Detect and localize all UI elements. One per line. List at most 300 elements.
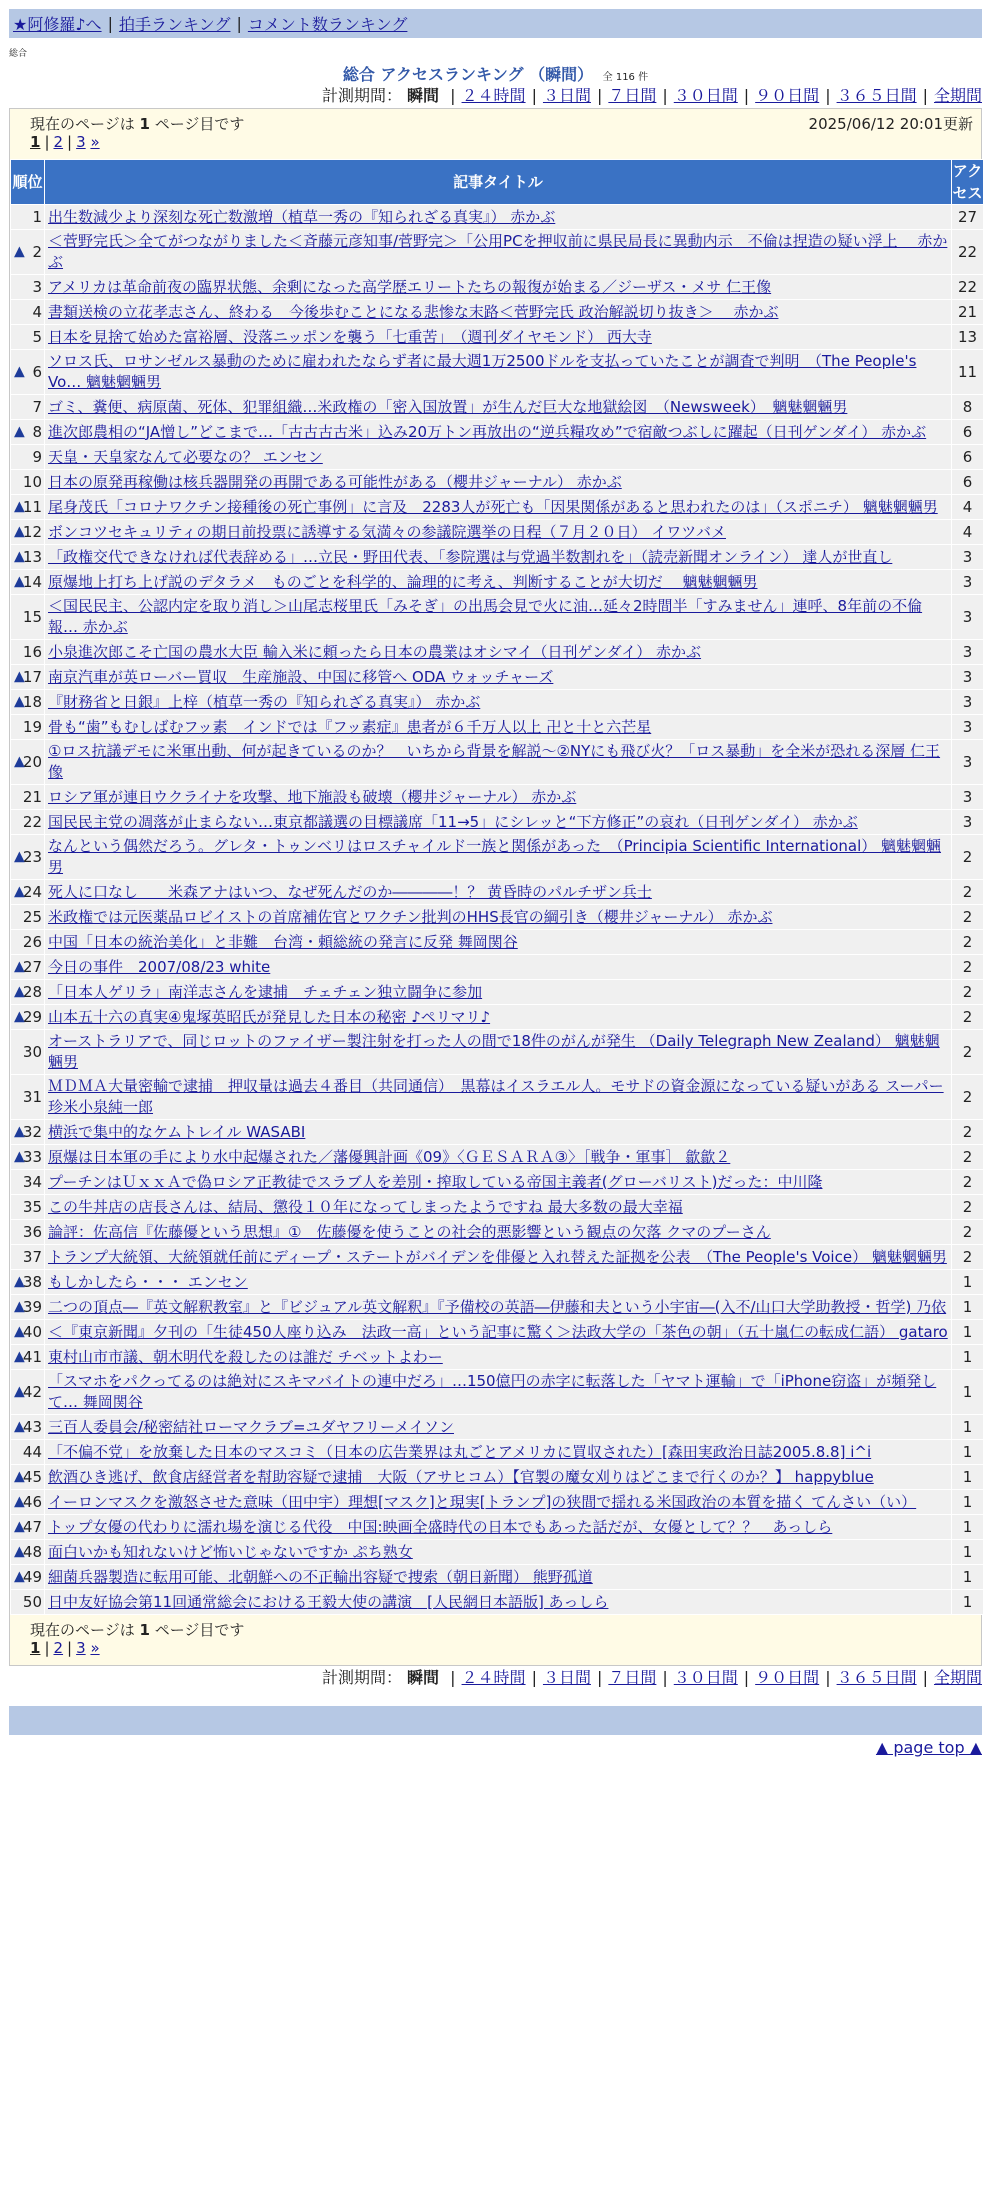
- article-title-link[interactable]: ロシア軍が連日ウクライナを攻撃、地下施設も破壊（櫻井ジャーナル） 赤かぶ: [48, 787, 577, 806]
- rank-number: 12: [22, 522, 42, 541]
- title-cell: [45, 205, 952, 230]
- table-row: [11, 1295, 984, 1320]
- rank-cell: [11, 1345, 45, 1370]
- pager-page-link[interactable]: 3: [76, 1639, 86, 1657]
- title-cell: [45, 1120, 952, 1145]
- access-count: 2: [952, 1220, 984, 1245]
- rank-up-icon: ▲: [14, 423, 25, 440]
- article-title-link[interactable]: 尾身茂氏「コロナワクチン接種後の死亡事例」に言及 2283人が死亡も「因果関係があると思われたのは」（スポニチ） 魑魅魍魎男: [48, 497, 938, 516]
- rank-up-icon: ▲: [14, 573, 25, 590]
- article-title-link[interactable]: 東村山市市議、朝木明代を殺したのは誰だ チベットよわー: [48, 1347, 443, 1366]
- title-cell: [45, 350, 952, 395]
- article-title-link[interactable]: 中国「日本の統治美化」と非難 台湾・頼総統の発言に反発 舞岡関谷: [48, 932, 518, 951]
- rank-number: 27: [22, 957, 42, 976]
- article-title-link[interactable]: 「スマホをパクってるのは絶対にスキマバイトの連中だろ」…150億円の赤字に転落した「ヤマト運輸」で「iPhone窃盗」が頻発して… 舞岡関谷: [48, 1372, 937, 1411]
- table-row: [11, 1440, 984, 1465]
- table-row: [11, 1245, 984, 1270]
- rank-up-icon: ▲: [14, 753, 25, 770]
- rank-number: 5: [32, 327, 42, 346]
- access-count: 3: [952, 570, 984, 595]
- nav-separator: |: [107, 14, 113, 33]
- article-title-link[interactable]: 『財務省と日銀』上梓（植草一秀の『知られざる真実』） 赤かぶ: [48, 692, 481, 711]
- rank-cell: [11, 445, 45, 470]
- article-title-link[interactable]: 日本の原発再稼働は核兵器開発の再開である可能性がある（櫻井ジャーナル） 赤かぶ: [48, 472, 622, 491]
- article-title-link[interactable]: 米政権では元医薬品ロビイストの首席補佐官とワクチン批判のHHS長官の綱引き（櫻井ジャーナル） 赤かぶ: [48, 907, 773, 926]
- rank-cell: [11, 810, 45, 835]
- title-cell: [45, 930, 952, 955]
- period-separator: |: [825, 86, 831, 105]
- rank-number: 24: [22, 882, 42, 901]
- table-row: [11, 980, 984, 1005]
- table-row: [11, 470, 984, 495]
- title-cell: [45, 325, 952, 350]
- top-nav-bar: [9, 9, 982, 38]
- access-count: 1: [952, 1415, 984, 1440]
- rank-cell: [11, 1120, 45, 1145]
- article-title-link[interactable]: 国民民主党の凋落が止まらない…東京都議選の目標議席「11→5」にシレッと“下方修正”の哀れ（日刊ゲンダイ） 赤かぶ: [48, 812, 858, 831]
- rank-number: 1: [32, 207, 42, 226]
- rank-cell: [11, 1195, 45, 1220]
- page-info-bottom: [10, 1615, 981, 1639]
- rank-cell: [11, 785, 45, 810]
- rank-number: 48: [22, 1542, 42, 1561]
- period-link[interactable]: ３６５日間: [836, 86, 917, 105]
- title-cell: [45, 1075, 952, 1120]
- article-title-link[interactable]: 骨も“歯”もむしばむフッ素 インドでは『フッ素症』患者が６千万人以上 卍と十と六芒星: [48, 717, 652, 736]
- rank-cell: [11, 395, 45, 420]
- period-separator: |: [922, 86, 928, 105]
- table-row: [11, 495, 984, 520]
- table-row: [11, 1540, 984, 1565]
- comment-ranking-link[interactable]: コメント数ランキング: [247, 15, 408, 34]
- title-cell: [45, 1030, 952, 1075]
- rank-number: 3: [32, 277, 42, 296]
- table-row: [11, 595, 984, 640]
- page-info-prefix: 現在のページは: [30, 115, 135, 133]
- rank-number: 33: [22, 1147, 42, 1166]
- rank-cell: [11, 495, 45, 520]
- table-row: [11, 1590, 984, 1615]
- pager-page-link[interactable]: 2: [53, 133, 64, 151]
- access-count: 3: [952, 715, 984, 740]
- table-row: [11, 880, 984, 905]
- rank-cell: [11, 980, 45, 1005]
- article-title-link[interactable]: 細菌兵器製造に転用可能、北朝鮮への不正輸出容疑で捜索（朝日新聞） 熊野孤道: [48, 1567, 593, 1586]
- table-row: [11, 1120, 984, 1145]
- article-title-link[interactable]: 飲酒ひき逃げ、飲食店経営者を幇助容疑で逮捕 大阪（アサヒコム）【官製の魔女刈りはどこまで行くのか？】 happyblue: [48, 1467, 874, 1486]
- period-current: 瞬間: [407, 1668, 440, 1687]
- access-count: 2: [952, 980, 984, 1005]
- title-cell: [45, 520, 952, 545]
- home-link[interactable]: ★阿修羅♪へ: [13, 15, 102, 34]
- period-separator: |: [662, 86, 668, 105]
- table-row: [11, 835, 984, 880]
- rank-cell: [11, 1030, 45, 1075]
- rank-up-icon: ▲: [14, 1518, 25, 1535]
- period-separator: |: [450, 86, 456, 105]
- article-title-link[interactable]: 「政権交代できなければ代表辞める」…立民・野田代表、「参院選は与党過半数割れを」（読売新聞オンライン） 達人が世直し: [48, 547, 893, 566]
- title-cell: [45, 1540, 952, 1565]
- rank-cell: [11, 690, 45, 715]
- period-link[interactable]: ７日間: [608, 86, 657, 105]
- article-title-link[interactable]: 「不偏不党」を放棄した日本のマスコミ（日本の広告業界は丸ごとアメリカに買収された）[森田実政治日誌2005.8.8] i^i: [48, 1442, 872, 1461]
- article-title-link[interactable]: トランプ大統領、大統領就任前にディープ・ステートがバイデンを俳優と入れ替えた証拠を公表 （The People's Voice） 魑魅魍魎男: [48, 1247, 947, 1266]
- title-cell: [45, 230, 952, 275]
- access-count: 2: [952, 1195, 984, 1220]
- rank-up-icon: ▲: [14, 1383, 25, 1400]
- category-label: 総合: [9, 49, 28, 59]
- title-cell: [45, 1145, 952, 1170]
- rank-number: 20: [22, 752, 42, 771]
- table-row: [11, 395, 984, 420]
- rank-cell: [11, 1370, 45, 1415]
- period-link[interactable]: ９０日間: [755, 86, 820, 105]
- title-cell: [45, 545, 952, 570]
- period-link[interactable]: ２４時間: [461, 86, 526, 105]
- period-selector-top: [9, 84, 982, 108]
- period-separator: |: [531, 1668, 537, 1687]
- title-cell: [45, 445, 952, 470]
- access-count: 2: [952, 930, 984, 955]
- rank-number: 8: [32, 422, 42, 441]
- article-title-link[interactable]: 日本を見捨て始めた富裕層、没落ニッポンを襲う「七重苦」 （週刊ダイヤモンド） 西大寺: [48, 327, 652, 346]
- title-cell: [45, 665, 952, 690]
- table-row: [11, 420, 984, 445]
- total-count: 全 116 件: [602, 72, 649, 83]
- pager-page-link[interactable]: 2: [53, 1639, 64, 1657]
- rank-cell: [11, 1005, 45, 1030]
- rank-cell: [11, 880, 45, 905]
- access-count: 3: [952, 785, 984, 810]
- article-title-link[interactable]: ＭＤＭＡ大量密輸で逮捕 押収量は過去４番目（共同通信） 黒幕はイスラエル人。モサドの資金源になっている疑いがある スーパー珍米小泉純一郎: [48, 1077, 944, 1116]
- article-title-link[interactable]: 三百人委員会/秘密結社ローマクラブ=ユダヤフリーメイソン: [48, 1417, 454, 1436]
- period-link[interactable]: 全期間: [933, 86, 982, 105]
- rank-cell: [11, 520, 45, 545]
- period-label: 計測期間：: [321, 86, 402, 105]
- rank-up-icon: ▲: [14, 1323, 25, 1340]
- table-row: [11, 570, 984, 595]
- article-title-link[interactable]: 「日本人ゲリラ」南洋志さんを逮捕 チェチェン独立闘争に参加: [48, 982, 483, 1001]
- period-separator: |: [531, 86, 537, 105]
- article-title-link[interactable]: アメリカは革命前夜の臨界状態、余剰になった高学歴エリートたちの報復が始まる／ジーザス・メサ 仁王像: [48, 277, 772, 296]
- article-title-link[interactable]: 論評：佐高信『佐藤優という思想』① 佐藤優を使うことの社会的悪影響という観点の欠落 クマのプーさん: [48, 1222, 771, 1241]
- rank-number: 11: [22, 497, 42, 516]
- title-cell: [45, 1195, 952, 1220]
- access-count: 3: [952, 640, 984, 665]
- table-row: [11, 715, 984, 740]
- access-count: 1: [952, 1295, 984, 1320]
- table-row: [11, 275, 984, 300]
- rank-number: 32: [22, 1122, 42, 1141]
- rank-number: 36: [22, 1222, 42, 1241]
- article-title-link[interactable]: なんという偶然だろう。グレタ・トゥンベリはロスチャイルド一族と関係があった （Principia Scientific International） 魑魅魍魎男: [48, 837, 942, 876]
- rank-number: 14: [22, 572, 42, 591]
- table-row: [11, 1030, 984, 1075]
- article-title-link[interactable]: イーロンマスクを激怒させた意味（田中宇）理想[マスク]と現実[トランプ]の狭間で揺れる米国政治の本質を描く てんさい（い）: [48, 1492, 917, 1511]
- rank-up-icon: ▲: [14, 363, 25, 380]
- access-count: 27: [952, 205, 984, 230]
- rank-cell: [11, 930, 45, 955]
- period-link[interactable]: ３０日間: [673, 1668, 738, 1687]
- table-row: [11, 230, 984, 275]
- title-cell: [45, 640, 952, 665]
- title-cell: [45, 300, 952, 325]
- period-separator: |: [450, 1668, 456, 1687]
- period-selector-bottom: [9, 1666, 982, 1690]
- title-cell: [45, 835, 952, 880]
- rank-up-icon: ▲: [14, 693, 25, 710]
- title-cell: [45, 905, 952, 930]
- page-info-suffix: ページ目です: [154, 115, 245, 133]
- article-title-link[interactable]: トップ女優の代わりに濡れ場を演じる代役 中国:映画全盛時代の日本でもあった話だが、女優として？？ あっしら: [48, 1517, 833, 1536]
- ranking-table: [10, 159, 984, 1615]
- access-count: 1: [952, 1320, 984, 1345]
- period-link[interactable]: ３日間: [542, 1668, 591, 1687]
- pager-current-page: 1: [30, 133, 41, 151]
- rank-cell: [11, 1515, 45, 1540]
- access-count: 1: [952, 1590, 984, 1615]
- page-indicator: [30, 1619, 244, 1639]
- article-title-link[interactable]: 進次郎農相の“JA憎し”どこまで…「古古古古米」込み20万トン再放出の“逆兵糧攻め”で宿敵つぶしに躍起（日刊ゲンダイ） 赤かぶ: [48, 422, 927, 441]
- period-link[interactable]: ２４時間: [461, 1668, 526, 1687]
- title-cell: [45, 1170, 952, 1195]
- access-count: 1: [952, 1370, 984, 1415]
- page-info-prefix: 現在のページは: [30, 1621, 135, 1639]
- pager-current-page: 1: [30, 1639, 41, 1657]
- rank-cell: [11, 470, 45, 495]
- table-row: [11, 740, 984, 785]
- period-link[interactable]: 全期間: [933, 1668, 982, 1687]
- access-count: 2: [952, 955, 984, 980]
- rank-cell: [11, 1540, 45, 1565]
- article-title-link[interactable]: 原爆地上打ち上げ説のデタラメ ものごとを科学的、論理的に考え、判断することが大切だ 魑魅魍魎男: [48, 572, 758, 591]
- title-cell: [45, 570, 952, 595]
- access-count: 1: [952, 1565, 984, 1590]
- access-count: 2: [952, 1170, 984, 1195]
- article-title-link[interactable]: 原爆は日本軍の手により水中起爆された／藩優興計画《09》〈ＧＥＳＡＲＡ③〉［戦争・軍事］ 歙歙２: [48, 1147, 731, 1166]
- pager-separator: |: [44, 133, 50, 151]
- title-cell: [45, 715, 952, 740]
- title-cell: [45, 955, 952, 980]
- rank-number: 25: [22, 907, 42, 926]
- rank-number: 39: [22, 1297, 42, 1316]
- period-link[interactable]: ３日間: [542, 86, 591, 105]
- rank-cell: [11, 1295, 45, 1320]
- rank-number: 19: [22, 717, 42, 736]
- article-title-link[interactable]: ボンコツセキュリティの期日前投票に誘導する気満々の参議院選挙の日程（７月２０日） イワツバメ: [48, 522, 726, 541]
- access-count: 3: [952, 595, 984, 640]
- table-row: [11, 1345, 984, 1370]
- period-link[interactable]: ９０日間: [755, 1668, 820, 1687]
- article-title-link[interactable]: プーチンはＵｘｘＡで偽ロシア正教徒でスラブ人を差別・搾取している帝国主義者(グローバリスト)だった：中川隆: [48, 1172, 823, 1191]
- pager-next-link[interactable]: »: [90, 1639, 100, 1657]
- rank-number: 13: [22, 547, 42, 566]
- article-title-link[interactable]: ＜国民民主、公認内定を取り消し＞山尾志桜里氏「みそぎ」の出馬会見で火に油…延々2時間半「すみません」連呼、8年前の不倫報… 赤かぶ: [48, 597, 923, 636]
- table-row: [11, 520, 984, 545]
- access-count: 1: [952, 1465, 984, 1490]
- pager-next-link[interactable]: »: [90, 133, 100, 151]
- table-row: [11, 905, 984, 930]
- title-cell: [45, 1320, 952, 1345]
- article-title-link[interactable]: 面白いかも知れないけど怖いじゃないですか ぷち熟女: [48, 1542, 413, 1561]
- rank-up-icon: ▲: [14, 1568, 25, 1585]
- rank-up-icon: ▲: [14, 668, 25, 685]
- access-count: 4: [952, 495, 984, 520]
- access-count: 6: [952, 470, 984, 495]
- title-cell: [45, 420, 952, 445]
- article-title-link[interactable]: 横浜で集中的なケムトレイル WASABI: [48, 1122, 306, 1141]
- table-row: [11, 1370, 984, 1415]
- access-count: 2: [952, 905, 984, 930]
- article-title-link[interactable]: 今日の事件 2007/08/23 white: [48, 957, 271, 976]
- rank-cell: [11, 1565, 45, 1590]
- pager-page-link[interactable]: 3: [76, 133, 86, 151]
- rank-cell: [11, 1590, 45, 1615]
- title-cell: [45, 1220, 952, 1245]
- table-row: [11, 1145, 984, 1170]
- article-title-link[interactable]: もしかしたら・・・ エンセン: [48, 1272, 248, 1291]
- rank-cell: [11, 275, 45, 300]
- rank-cell: [11, 545, 45, 570]
- rank-cell: [11, 640, 45, 665]
- article-title-link[interactable]: ソロス氏、ロサンゼルス暴動のために雇われたならず者に最大週1万2500ドルを支払っていたことが調査で判明 （The People's Vo… 魑魅魍魎男: [48, 352, 917, 391]
- title-cell: [45, 1295, 952, 1320]
- article-title-link[interactable]: 死人に口なし 米森アナはいつ、なぜ死んだのか――――！？ 黄昏時のパルチザン兵士: [48, 882, 652, 901]
- rank-number: 35: [22, 1197, 42, 1216]
- period-separator: |: [922, 1668, 928, 1687]
- access-count: 3: [952, 810, 984, 835]
- rank-number: 49: [22, 1567, 42, 1586]
- article-title-link[interactable]: 日中友好協会第11回通常総会における王毅大使の講演 [人民網日本語版] あっしら: [48, 1592, 609, 1611]
- title-cell: [45, 1270, 952, 1295]
- access-count: 2: [952, 1075, 984, 1120]
- rank-cell: [11, 325, 45, 350]
- article-title-link[interactable]: 書類送検の立花孝志さん、終わる 今後歩むことになる悲惨な末路＜菅野完氏 政治解説切り抜き＞ 赤かぶ: [48, 302, 779, 321]
- access-count: 1: [952, 1490, 984, 1515]
- table-row: [11, 205, 984, 230]
- rank-cell: [11, 595, 45, 640]
- pager-separator: |: [44, 1639, 50, 1657]
- page-info-top: [10, 109, 981, 133]
- rank-number: 2: [32, 242, 42, 261]
- rank-up-icon: ▲: [14, 848, 25, 865]
- title-cell: [45, 785, 952, 810]
- table-row: [11, 1195, 984, 1220]
- rank-number: 42: [22, 1382, 42, 1401]
- rank-up-icon: ▲: [14, 1273, 25, 1290]
- period-link[interactable]: ３６５日間: [836, 1668, 917, 1687]
- rank-cell: [11, 665, 45, 690]
- table-row: [11, 300, 984, 325]
- table-row: [11, 1465, 984, 1490]
- table-row: [11, 1170, 984, 1195]
- rank-up-icon: ▲: [14, 548, 25, 565]
- rank-number: 4: [32, 302, 42, 321]
- rank-number: 31: [22, 1087, 42, 1106]
- access-count: 2: [952, 1120, 984, 1145]
- title-cell: [45, 810, 952, 835]
- table-row: [11, 690, 984, 715]
- title-cell: [45, 690, 952, 715]
- rank-up-icon: ▲: [14, 1493, 25, 1510]
- table-row: [11, 1005, 984, 1030]
- article-title-link[interactable]: 出生数減少より深刻な死亡数激増（植草一秀の『知られざる真実』） 赤かぶ: [48, 207, 556, 226]
- rank-number: 26: [22, 932, 42, 951]
- article-title-link[interactable]: ①ロス抗議デモに米軍出動、何が起きているのか？ いちから背景を解説～②NYにも飛び火？「ロス暴動」を全米が恐れる深層 仁王像: [48, 742, 941, 781]
- rank-number: 37: [22, 1247, 42, 1266]
- access-count: 21: [952, 300, 984, 325]
- rank-number: 7: [32, 397, 42, 416]
- rank-cell: [11, 905, 45, 930]
- rank-cell: [11, 1320, 45, 1345]
- table-row: [11, 445, 984, 470]
- page-info-suffix: ページ目です: [154, 1621, 245, 1639]
- article-title-link[interactable]: 山本五十六の真実④鬼塚英昭氏が発見した日本の秘密 ♪ペリマリ♪: [48, 1007, 491, 1026]
- rank-cell: [11, 1270, 45, 1295]
- rank-up-icon: ▲: [14, 1298, 25, 1315]
- table-row: [11, 1565, 984, 1590]
- title-cell: [45, 740, 952, 785]
- title-cell: [45, 1370, 952, 1415]
- rank-up-icon: ▲: [14, 883, 25, 900]
- article-title-link[interactable]: ＜『東京新聞』夕刊の「生徒450人座り込み 法政一高」という記事に驚く＞法政大学の「茶色の朝」（五十嵐仁の転成仁語） gataro: [48, 1322, 948, 1341]
- access-count: 6: [952, 420, 984, 445]
- access-count: 3: [952, 545, 984, 570]
- rank-up-icon: ▲: [14, 1543, 25, 1560]
- period-links: [444, 86, 982, 105]
- period-label: 計測期間：: [321, 1668, 402, 1687]
- page-top-link[interactable]: ▲ page top ▲: [875, 1738, 982, 1757]
- access-count: 8: [952, 395, 984, 420]
- page-info-number: 1: [139, 1621, 150, 1639]
- article-title-link[interactable]: 二つの頂点―『英文解釈教室』と『ビジュアル英文解釈』『予備校の英語―伊藤和夫という小宇宙―(入不/山口大学助教授・哲学) 乃依: [48, 1297, 947, 1316]
- rank-number: 15: [22, 607, 42, 626]
- rank-number: 18: [22, 692, 42, 711]
- access-count: 2: [952, 880, 984, 905]
- access-count: 11: [952, 350, 984, 395]
- table-row: [11, 665, 984, 690]
- rank-number: 28: [22, 982, 42, 1001]
- header-rank: 順位: [11, 160, 45, 205]
- article-title-link[interactable]: オーストラリアで、同じロットのファイザー製注射を打った人の間で18件のがんが発生 （Daily Telegraph New Zealand） 魑魅魍魎男: [48, 1032, 940, 1071]
- period-link[interactable]: ７日間: [608, 1668, 657, 1687]
- article-title-link[interactable]: 南京汽車が英ローバー買収 生産施設、中国に移管へ ODA ウォッチャーズ: [48, 667, 554, 686]
- access-count: 1: [952, 1440, 984, 1465]
- rank-number: 46: [22, 1492, 42, 1511]
- table-row: [11, 1075, 984, 1120]
- rank-number: 44: [22, 1442, 42, 1461]
- rank-up-icon: ▲: [14, 523, 25, 540]
- article-title-link[interactable]: 小泉進次郎こそ亡国の農水大臣 輸入米に頼ったら日本の農業はオシマイ（日刊ゲンダイ） 赤かぶ: [48, 642, 702, 661]
- table-row: [11, 1320, 984, 1345]
- clap-ranking-link[interactable]: 拍手ランキング: [118, 15, 231, 34]
- period-separator: |: [596, 86, 603, 105]
- access-count: 2: [952, 1005, 984, 1030]
- access-count: 3: [952, 740, 984, 785]
- access-count: 3: [952, 665, 984, 690]
- article-title-link[interactable]: この牛丼店の店長さんは、結局、懲役１０年になってしまったようですね 最大多数の最大幸福: [48, 1197, 683, 1216]
- article-title-link[interactable]: ゴミ、糞便、病原菌、死体、犯罪組織…米政権の「密入国放置」が生んだ巨大な地獄絵図 （Newsweek） 魑魅魍魎男: [48, 397, 848, 416]
- article-title-link[interactable]: ＜菅野完氏＞全てがつながりました＜斉藤元彦知事/菅野完＞「公用PCを押収前に県民局長に異動内示 不倫は捏造の疑い浮上 赤かぶ: [48, 232, 948, 271]
- article-title-link[interactable]: 天皇・天皇家なんて必要なの？ エンセン: [48, 447, 323, 466]
- rank-number: 21: [22, 787, 42, 806]
- rank-cell: [11, 1465, 45, 1490]
- table-row: [11, 1490, 984, 1515]
- rank-up-icon: ▲: [14, 1008, 25, 1025]
- period-link[interactable]: ３０日間: [673, 86, 738, 105]
- table-row: [11, 350, 984, 395]
- title-cell: [45, 470, 952, 495]
